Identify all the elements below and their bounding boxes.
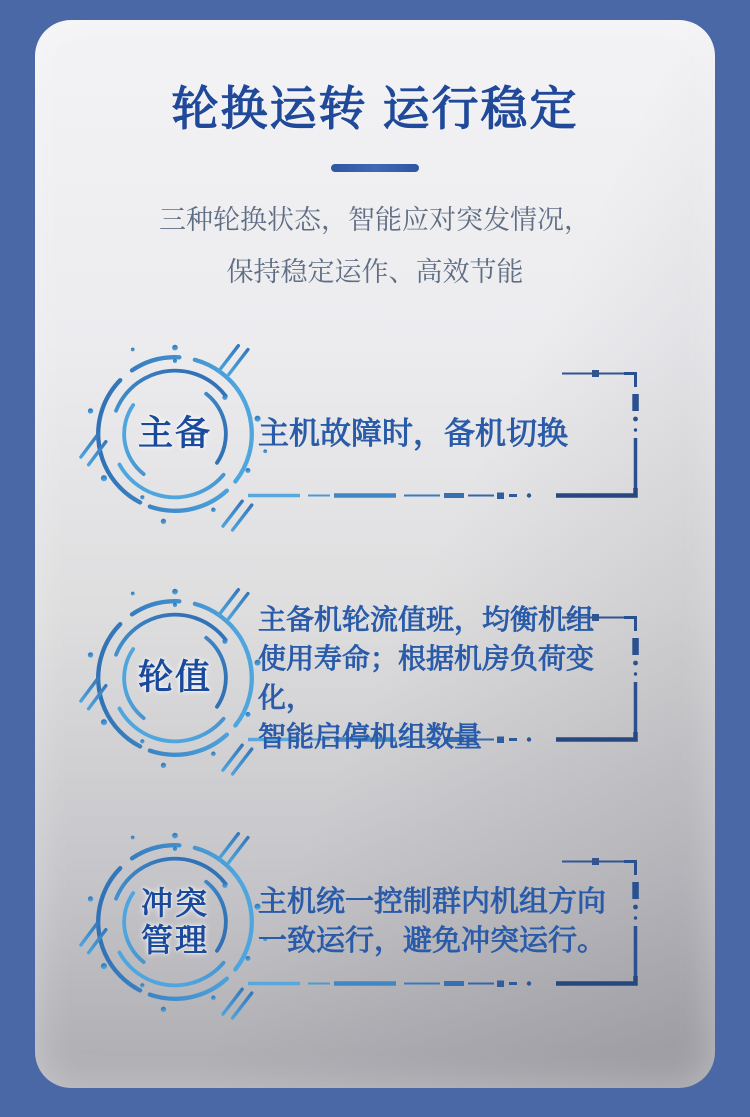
feature-description bbox=[246, 604, 644, 752]
feature-badge bbox=[79, 826, 271, 1018]
badge-label bbox=[79, 826, 271, 1018]
description-line-1: 主机统一控制群内机组方向 bbox=[258, 886, 607, 918]
feature-row-rotation-duty bbox=[35, 582, 715, 792]
feature-description bbox=[246, 368, 644, 500]
description-line-1: 主机故障时，备机切换 bbox=[258, 416, 568, 451]
badge-label-line-1: 主备 bbox=[137, 414, 212, 453]
badge-label-line-1: 轮值 bbox=[137, 658, 212, 697]
feature-callout bbox=[246, 368, 644, 500]
page-title: 轮换运转 运行稳定 bbox=[171, 82, 579, 135]
subtitle-line-1: 三种轮换状态，智能应对突发情况， bbox=[159, 205, 591, 235]
feature-badge bbox=[79, 582, 271, 774]
badge-label bbox=[79, 338, 271, 530]
badge-label-line-1: 冲突 bbox=[140, 885, 209, 921]
badge-label-line-2: 管理 bbox=[140, 922, 209, 958]
description-line-2: 使用寿命；根据机房负荷变化， bbox=[258, 643, 595, 713]
title-divider bbox=[331, 164, 419, 172]
feature-badge bbox=[79, 338, 271, 530]
subtitle-line-2: 保持稳定运作、高效节能 bbox=[226, 257, 524, 287]
description-line-2: 一致运行，避免冲突运行。 bbox=[258, 925, 607, 957]
feature-row-primary-backup bbox=[35, 338, 715, 548]
content-card bbox=[35, 20, 715, 1088]
subtitle bbox=[35, 194, 715, 298]
description-line-1: 主备机轮流值班，均衡机组 bbox=[258, 604, 595, 635]
feature-row-conflict-management bbox=[35, 826, 715, 1036]
feature-callout bbox=[246, 856, 644, 988]
description-line-3: 智能启停机组数量 bbox=[258, 721, 483, 752]
feature-description bbox=[246, 856, 644, 988]
badge-label bbox=[79, 582, 271, 774]
feature-callout bbox=[246, 604, 644, 752]
